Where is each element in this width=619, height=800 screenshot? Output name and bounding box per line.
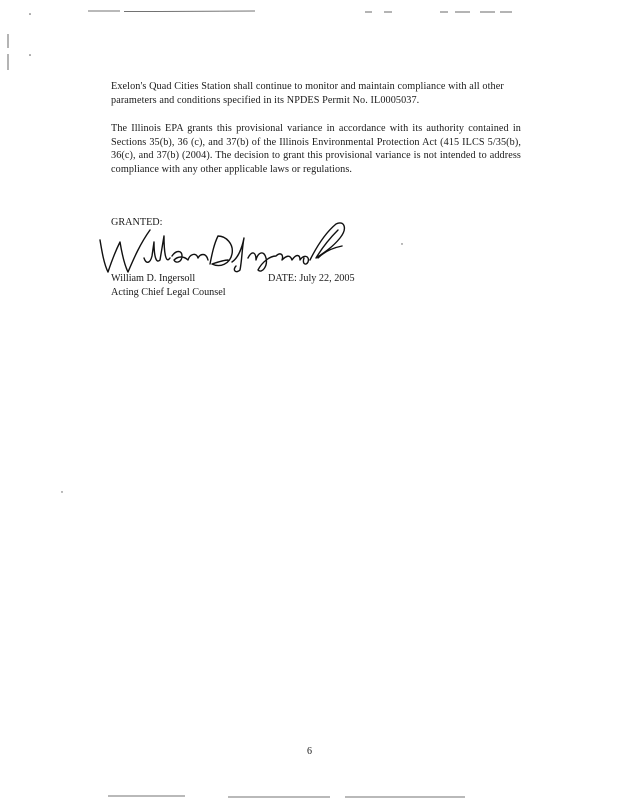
granted-label: GRANTED: xyxy=(111,217,163,228)
signer-title: Acting Chief Legal Counsel xyxy=(111,287,226,298)
variance-authority-paragraph: The Illinois EPA grants this provisional variance in accordance with its authority contained in Sections 35(b), 36 (c), and 37(b) of the Illinois Environmental Protection Act (415 ILCS 5/35(b), 36(c), and 37(b) (2004). The decision to grant this provisional variance is not intended to address compliance with any other applicable laws or regulations. xyxy=(111,123,521,175)
page-number: 6 xyxy=(307,746,312,757)
handwritten-signature xyxy=(92,218,354,278)
signature-date: DATE: July 22, 2005 xyxy=(268,273,355,284)
signer-name: William D. Ingersoll xyxy=(111,273,196,284)
compliance-paragraph: Exelon's Quad Cities Station shall continue to monitor and maintain compliance with all other parameters and conditions specified in its NPDES Permit No. IL0005037. xyxy=(111,81,504,106)
